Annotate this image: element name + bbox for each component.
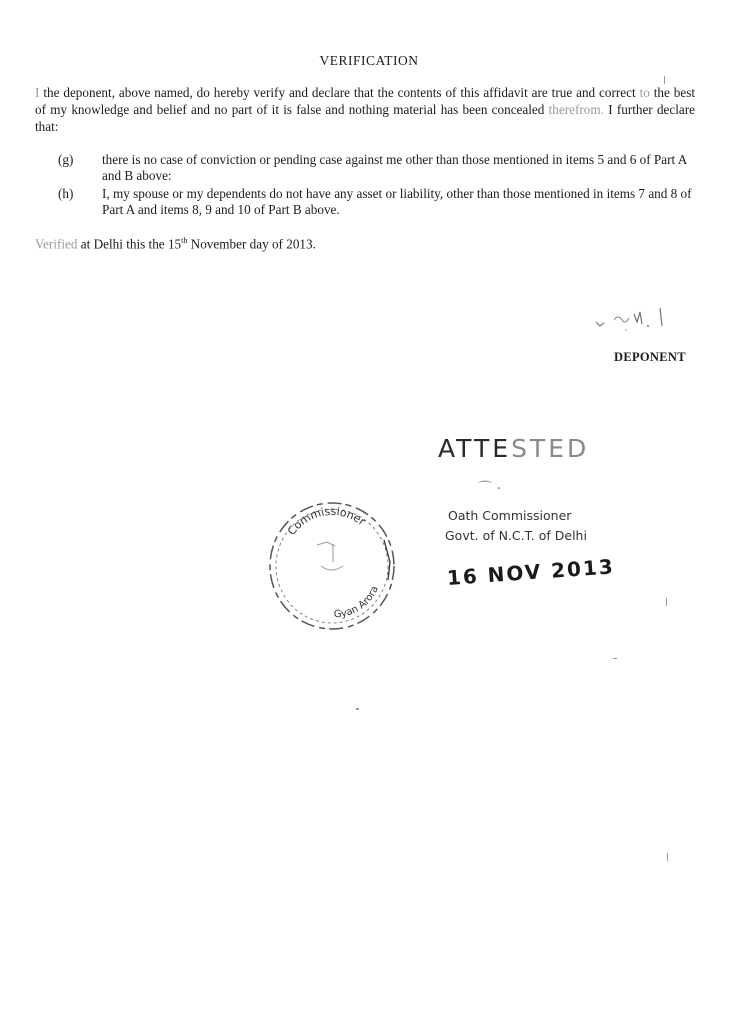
verified-post: November day of 2013. <box>190 236 316 252</box>
intro-line-1: the deponent, above named, do hereby verify and declare that the contents of this affidavit are true and correct <box>43 85 636 100</box>
scan-speck <box>356 708 359 710</box>
scan-speck <box>666 598 667 606</box>
list-item <box>58 152 698 184</box>
attested-stamp <box>438 434 589 463</box>
seal-bottom-text: Gyan Arora <box>333 584 381 621</box>
intro-faded-1: I <box>35 85 40 100</box>
stamp-mark: ⌒ · <box>478 481 501 497</box>
verified-pre: at Delhi this the 15 <box>80 236 182 252</box>
official-seal <box>262 490 402 640</box>
seal-top-text: Commissioner <box>284 504 368 538</box>
declaration-list <box>58 152 698 220</box>
scan-speck <box>613 658 617 659</box>
page-title: VERIFICATION <box>319 53 419 68</box>
attested-main: ATTE <box>438 434 512 463</box>
list-item <box>58 186 698 218</box>
verified-line <box>35 236 316 252</box>
scan-speck <box>667 853 668 861</box>
item-label: (h) <box>58 186 74 201</box>
item-text: there is no case of conviction or pending case against me other than those mentioned in items 5 and 6 of Part A and B above: <box>102 152 687 183</box>
intro-faded-2: to <box>639 85 650 100</box>
svg-text:Commissioner <box>285 505 368 538</box>
deponent-signature <box>590 300 680 350</box>
oath-commissioner-line: Oath Commissioner <box>448 508 572 523</box>
attested-faded: STED <box>511 434 590 463</box>
item-text: I, my spouse or my dependents do not have any asset or liability, other than those mentioned in items 7 and 8 of Part A and items 8, 9 and 10 of Part B above. <box>102 186 692 217</box>
intro-line-3: I further declare that: <box>35 102 696 134</box>
date-stamp: 16 NOV 2013 <box>446 554 616 590</box>
verified-sup: th <box>181 236 188 245</box>
verified-faded: Verified <box>35 236 78 252</box>
intro-line-2: the best of my knowledge and belief and no part of it is false and nothing material has been concealed <box>35 85 696 117</box>
svg-text:Gyan Arora <box>333 584 380 620</box>
item-label: (g) <box>58 152 74 167</box>
intro-faded-3: therefrom. <box>548 102 604 117</box>
scan-speck <box>664 76 665 84</box>
oath-govt-line: Govt. of N.C.T. of Delhi <box>445 528 587 543</box>
deponent-label: DEPONENT <box>614 350 686 364</box>
verification-paragraph <box>35 84 695 135</box>
